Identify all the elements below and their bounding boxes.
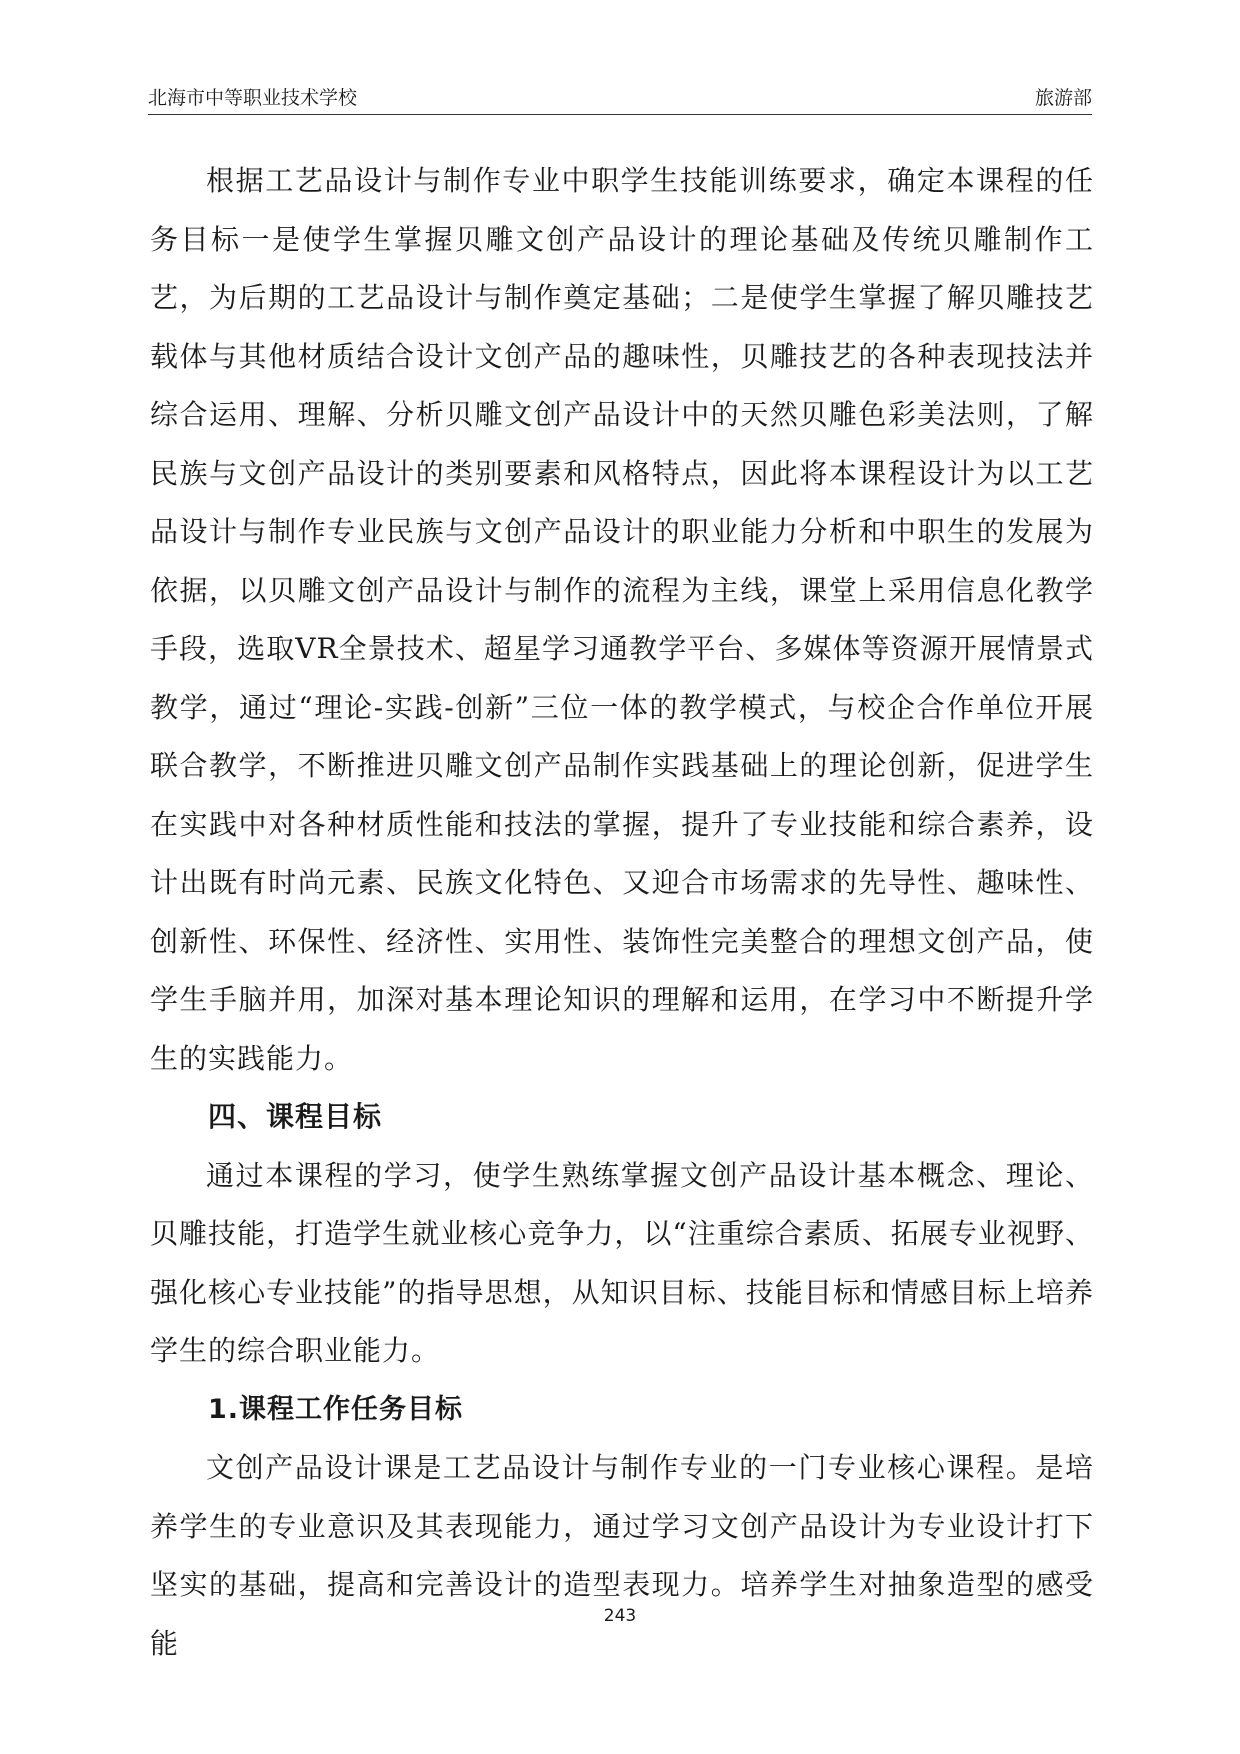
- page-number: 243: [603, 1606, 637, 1626]
- paragraph-work-task-goals: 文创产品设计课是工艺品设计与制作专业的一门专业核心课程。是培养学生的专业意识及其表现能力，通过学习文创产品设计为专业设计打下坚实的基础，提高和完善设计的造型表现力。培养学生对抽象造型的感受能: [150, 1451, 1094, 1660]
- page-header: [148, 84, 1092, 115]
- paragraph-course-objectives: 通过本课程的学习，使学生熟练掌握文创产品设计基本概念、理论、贝雕技能，打造学生就业核心竞争力，以“注重综合素质、拓展专业视野、强化核心专业技能”的指导思想，从知识目标、技能目标和情感目标上培养学生的综合职业能力。: [150, 1158, 1094, 1367]
- school-name: 北海市中等职业技术学校: [148, 87, 358, 109]
- page-body: [150, 152, 1094, 1673]
- department-name: 旅游部: [1034, 87, 1092, 109]
- subsection-heading-work-task-goals: 1.课程工作任务目标: [208, 1393, 464, 1425]
- section-heading-course-objectives: 四、课程目标: [208, 1100, 383, 1133]
- paragraph-course-task-goals: 根据工艺品设计与制作专业中职学生技能训练要求，确定本课程的任务目标一是使学生掌握贝雕文创产品设计的理论基础及传统贝雕制作工艺，为后期的工艺品设计与制作奠定基础；二是使学生掌握了解贝雕技艺载体与其他材质结合设计文创产品的趣味性，贝雕技艺的各种表现技法并综合运用、理解、分析贝雕文创产品设计中的天然贝雕色彩美法则，了解民族与文创产品设计的类别要素和风格特点，因此将本课程设计为以工艺品设计与制作专业民族与文创产品设计的职业能力分析和中职生的发展为依据，以贝雕文创产品设计与制作的流程为主线，课堂上采用信息化教学手段，选取VR全景技术、超星学习通教学平台、多媒体等资源开展情景式教学，通过“理论-实践-创新”三位一体的教学模式，与校企合作单位开展联合教学，不断推进贝雕文创产品制作实践基础上的理论创新，促进学生在实践中对各种材质性能和技法的掌握，提升了专业技能和综合素养，设计出既有时尚元素、民族文化特色、又迎合市场需求的先导性、趣味性、创新性、环保性、经济性、实用性、装饰性完美整合的理想文创产品，使学生手脑并用，加深对基本理论知识的理解和运用，在学习中不断提升学生的实践能力。: [150, 164, 1094, 1075]
